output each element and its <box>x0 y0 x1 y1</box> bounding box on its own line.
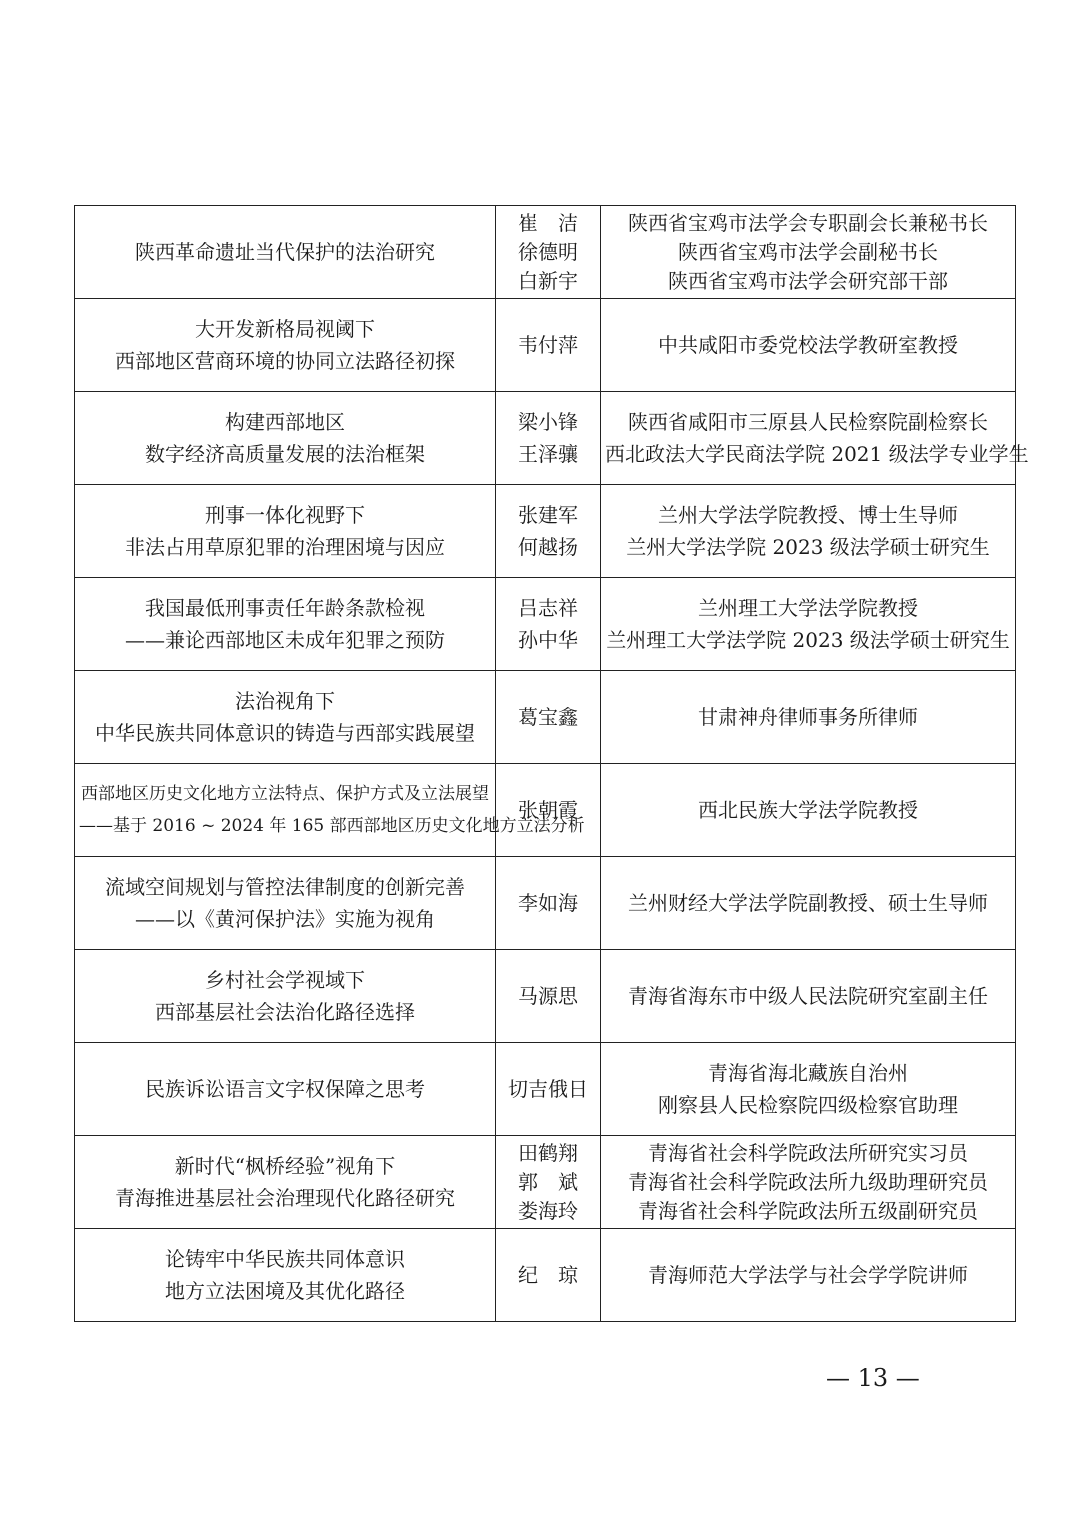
table-row <box>75 950 1016 1043</box>
author-name: 吕志祥 <box>518 596 578 620</box>
paper-title-line: 青海推进基层社会治理现代化路径研究 <box>115 1186 455 1210</box>
author-name: 李如海 <box>518 891 578 915</box>
paper-title-line: 论铸牢中华民族共同体意识 <box>165 1247 405 1271</box>
table-body <box>75 206 1029 1322</box>
paper-title-cell <box>75 485 496 578</box>
table-row <box>75 578 1016 671</box>
affiliation-line: 兰州大学法学院教授、博士生导师 <box>658 503 958 527</box>
paper-title-line: ——以《黄河保护法》实施为视角 <box>135 907 435 931</box>
paper-title-line: 大开发新格局视阈下 <box>195 317 375 341</box>
author-cell <box>496 950 601 1043</box>
author-name: 徐德明 <box>518 239 578 264</box>
paper-title-cell <box>75 1043 496 1136</box>
affiliation-cell <box>601 1229 1016 1322</box>
affiliation-cell <box>601 299 1016 392</box>
table-row <box>75 392 1016 485</box>
paper-title-line: ——兼论西部地区未成年犯罪之预防 <box>125 628 445 652</box>
author-name: 张朝霞 <box>518 798 578 822</box>
award-table <box>74 205 1029 1322</box>
affiliation-cell <box>601 671 1016 764</box>
affiliation-line: 青海省海北藏族自治州 <box>708 1061 908 1085</box>
author-name: 张建军 <box>518 503 578 527</box>
affiliation-line: 青海师范大学法学与社会学学院讲师 <box>648 1263 968 1287</box>
paper-title-line: 民族诉讼语言文字权保障之思考 <box>145 1077 425 1101</box>
affiliation-cell <box>601 392 1029 485</box>
paper-title-line: 刑事一体化视野下 <box>205 503 365 527</box>
paper-title-line: 地方立法困境及其优化路径 <box>165 1279 405 1303</box>
paper-title-line: 新时代“枫桥经验”视角下 <box>174 1154 396 1178</box>
paper-title-line: ——基于 2016 ~ 2024 年 165 部西部地区历史文化地方立法分析 <box>79 816 585 836</box>
paper-title-line: 构建西部地区 <box>225 410 345 434</box>
author-name: 何越扬 <box>518 535 578 559</box>
affiliation-cell <box>601 485 1016 578</box>
author-name: 崔 洁 <box>518 210 578 235</box>
paper-title-cell <box>75 299 496 392</box>
author-name: 孙中华 <box>518 628 578 652</box>
paper-title-line: 西部地区历史文化地方立法特点、保护方式及立法展望 <box>81 784 489 804</box>
affiliation-line: 陕西省宝鸡市法学会研究部干部 <box>668 268 948 293</box>
author-cell <box>496 485 601 578</box>
page-number: — 13 — <box>826 1364 920 1392</box>
paper-title-line: 数字经济高质量发展的法治框架 <box>145 442 425 466</box>
affiliation-line: 甘肃神舟律师事务所律师 <box>698 705 918 729</box>
affiliation-line: 西北民族大学法学院教授 <box>698 798 918 822</box>
paper-title-line: 我国最低刑事责任年龄条款检视 <box>145 596 425 620</box>
paper-title-line: 陕西革命遗址当代保护的法治研究 <box>135 240 435 264</box>
author-cell <box>496 578 601 671</box>
table-row <box>75 857 1016 950</box>
table-row <box>75 1043 1016 1136</box>
affiliation-line: 青海省社会科学院政法所五级副研究员 <box>638 1198 978 1223</box>
affiliation-line: 兰州财经大学法学院副教授、硕士生导师 <box>628 891 988 915</box>
table-row <box>75 764 1016 857</box>
affiliation-line: 陕西省咸阳市三原县人民检察院副检察长 <box>628 410 988 434</box>
paper-title-cell <box>75 578 496 671</box>
affiliation-line: 刚察县人民检察院四级检察官助理 <box>658 1093 958 1117</box>
author-cell <box>496 1229 601 1322</box>
affiliation-line: 陕西省宝鸡市法学会专职副会长兼秘书长 <box>628 210 988 235</box>
table-row <box>75 1136 1016 1229</box>
author-name: 白新宇 <box>518 268 578 293</box>
paper-title-line: 西部地区营商环境的协同立法路径初探 <box>115 349 455 373</box>
paper-title-cell <box>75 1229 496 1322</box>
affiliation-cell <box>601 764 1016 857</box>
affiliation-line: 西北政法大学民商法学院 2021 级法学专业学生 <box>605 442 1029 466</box>
affiliation-line: 兰州大学法学院 2023 级法学硕士研究生 <box>626 535 990 559</box>
author-name: 王泽骧 <box>518 442 578 466</box>
author-name: 田鹤翔 <box>518 1140 578 1165</box>
author-cell <box>496 299 601 392</box>
author-name: 娄海玲 <box>518 1198 578 1223</box>
affiliation-cell <box>601 206 1016 299</box>
author-cell <box>496 671 601 764</box>
author-cell <box>496 764 601 857</box>
author-cell <box>496 1136 601 1229</box>
affiliation-line: 青海省社会科学院政法所九级助理研究员 <box>628 1169 988 1194</box>
affiliation-cell <box>601 1136 1016 1229</box>
author-name: 切吉俄日 <box>508 1077 588 1101</box>
affiliation-cell <box>601 857 1016 950</box>
table-row <box>75 485 1016 578</box>
author-cell <box>496 1043 601 1136</box>
author-cell <box>496 857 601 950</box>
paper-title-cell <box>75 671 496 764</box>
paper-title-cell <box>75 392 496 485</box>
author-name: 纪 琼 <box>518 1263 578 1287</box>
table-row <box>75 1229 1016 1322</box>
affiliation-cell <box>601 578 1016 671</box>
author-name: 马源思 <box>518 984 578 1008</box>
paper-title-line: 非法占用草原犯罪的治理困境与因应 <box>125 535 445 559</box>
paper-title-line: 西部基层社会法治化路径选择 <box>155 1000 415 1024</box>
paper-title-cell <box>75 206 496 299</box>
paper-title-line: 法治视角下 <box>235 689 335 713</box>
author-name: 韦付萍 <box>518 333 578 357</box>
paper-title-line: 中华民族共同体意识的铸造与西部实践展望 <box>95 721 475 745</box>
affiliation-line: 中共咸阳市委党校法学教研室教授 <box>658 333 958 357</box>
paper-title-cell <box>75 857 496 950</box>
affiliation-line: 青海省海东市中级人民法院研究室副主任 <box>628 984 988 1008</box>
author-name: 郭 斌 <box>518 1169 578 1194</box>
paper-title-line: 乡村社会学视域下 <box>205 968 365 992</box>
affiliation-cell <box>601 950 1016 1043</box>
paper-title-line: 流域空间规划与管控法律制度的创新完善 <box>105 875 465 899</box>
table-row <box>75 671 1016 764</box>
author-name: 葛宝鑫 <box>518 705 578 729</box>
author-cell <box>496 206 601 299</box>
affiliation-line: 兰州理工大学法学院 2023 级法学硕士研究生 <box>606 628 1010 652</box>
author-name: 梁小锋 <box>518 410 578 434</box>
affiliation-cell <box>601 1043 1016 1136</box>
affiliation-line: 青海省社会科学院政法所研究实习员 <box>648 1140 968 1165</box>
table-row <box>75 299 1016 392</box>
table-row <box>75 206 1016 299</box>
paper-title-cell <box>75 950 496 1043</box>
paper-title-cell <box>75 1136 496 1229</box>
affiliation-line: 兰州理工大学法学院教授 <box>698 596 918 620</box>
author-cell <box>496 392 601 485</box>
affiliation-line: 陕西省宝鸡市法学会副秘书长 <box>678 239 938 264</box>
